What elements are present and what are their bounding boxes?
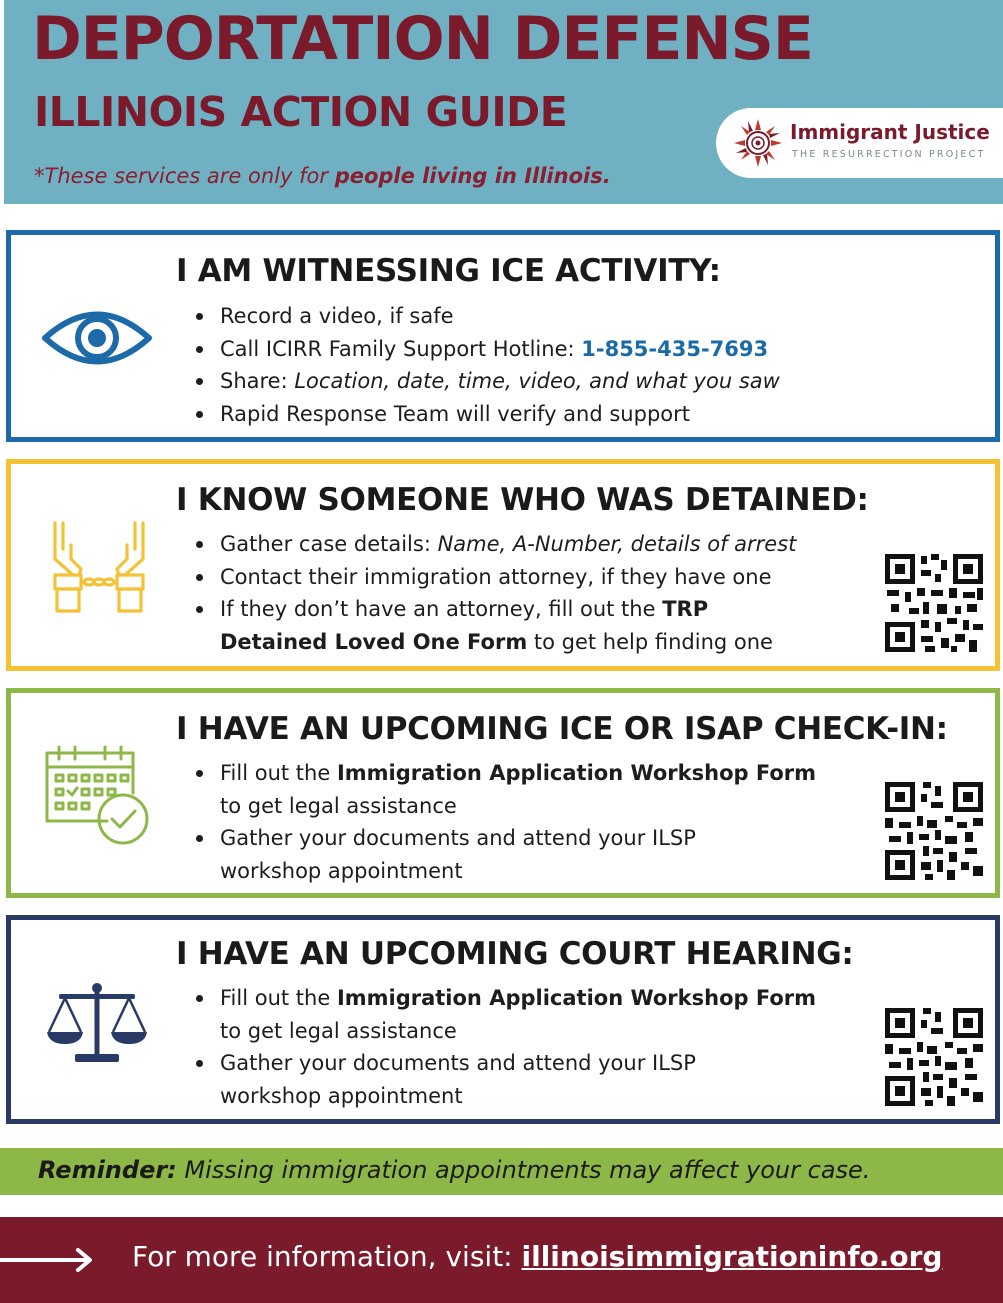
list-item: Call ICIRR Family Support Hotline: 1-855-435-7693	[196, 333, 780, 366]
action-list	[196, 757, 816, 887]
page-title: DEPORTATION DEFENSE	[32, 4, 813, 74]
list-item: Record a video, if safe	[196, 300, 780, 333]
sun-emblem-icon	[732, 117, 784, 169]
arrow-right-icon	[0, 1245, 100, 1275]
qr-code-icon[interactable]	[885, 782, 983, 880]
header-banner	[4, 0, 1003, 204]
handcuffed-hands-icon	[49, 519, 149, 619]
eligibility-note: *These services are only for people living in Illinois.	[34, 164, 611, 188]
list-item: Share: Location, date, time, video, and what you saw	[196, 365, 780, 398]
card-heading: I KNOW SOMEONE WHO WAS DETAINED:	[176, 482, 869, 518]
scales-of-justice-icon	[45, 982, 149, 1064]
eye-icon	[41, 305, 153, 371]
ice-isap-check-in-card	[6, 688, 1000, 898]
footer-text: For more information, visit: illinoisimmigrationinfo.org	[132, 1240, 943, 1273]
page-subtitle: ILLINOIS ACTION GUIDE	[34, 88, 568, 136]
action-list	[196, 300, 780, 430]
list-item: Gather case details: Name, A-Number, details of arrest	[196, 528, 796, 561]
footer-banner	[0, 1217, 1003, 1303]
list-item: Gather your documents and attend your ILSP	[196, 1047, 816, 1080]
witnessing-ice-card	[6, 230, 1000, 442]
list-item: Contact their immigration attorney, if they have one	[196, 561, 796, 594]
hotline-phone-link[interactable]: 1-855-435-7693	[581, 336, 769, 361]
logo-name: Immigrant Justice	[790, 120, 990, 144]
list-item: to get legal assistance	[220, 793, 457, 818]
list-item: Fill out the Immigration Application Workshop Form	[196, 982, 816, 1015]
list-item: workshop appointment	[220, 858, 463, 883]
reminder-text: Reminder: Missing immigration appointments may affect your case.	[38, 1156, 871, 1184]
website-link[interactable]: illinoisimmigrationinfo.org	[521, 1240, 943, 1273]
card-heading: I HAVE AN UPCOMING COURT HEARING:	[176, 936, 854, 972]
list-item: Rapid Response Team will verify and support	[196, 398, 780, 431]
qr-code-icon[interactable]	[885, 554, 983, 652]
list-item: If they don’t have an attorney, fill out the TRP	[196, 593, 796, 626]
organization-logo	[716, 108, 1003, 178]
list-item: workshop appointment	[220, 1083, 463, 1108]
card-heading: I HAVE AN UPCOMING ICE OR ISAP CHECK-IN:	[176, 711, 948, 747]
logo-subtitle: THE RESURRECTION PROJECT	[792, 149, 986, 160]
reminder-banner	[0, 1148, 1003, 1195]
calendar-check-icon	[43, 743, 151, 848]
someone-detained-card	[6, 459, 1000, 671]
qr-code-icon[interactable]	[885, 1008, 983, 1106]
list-item: to get legal assistance	[220, 1018, 457, 1043]
list-item: Detained Loved One Form to get help finding one	[220, 629, 773, 654]
action-list	[196, 528, 796, 658]
list-item: Fill out the Immigration Application Workshop Form	[196, 757, 816, 790]
card-heading: I AM WITNESSING ICE ACTIVITY:	[176, 253, 721, 289]
list-item: Gather your documents and attend your ILSP	[196, 822, 816, 855]
action-list	[196, 982, 816, 1112]
court-hearing-card	[6, 915, 1000, 1124]
